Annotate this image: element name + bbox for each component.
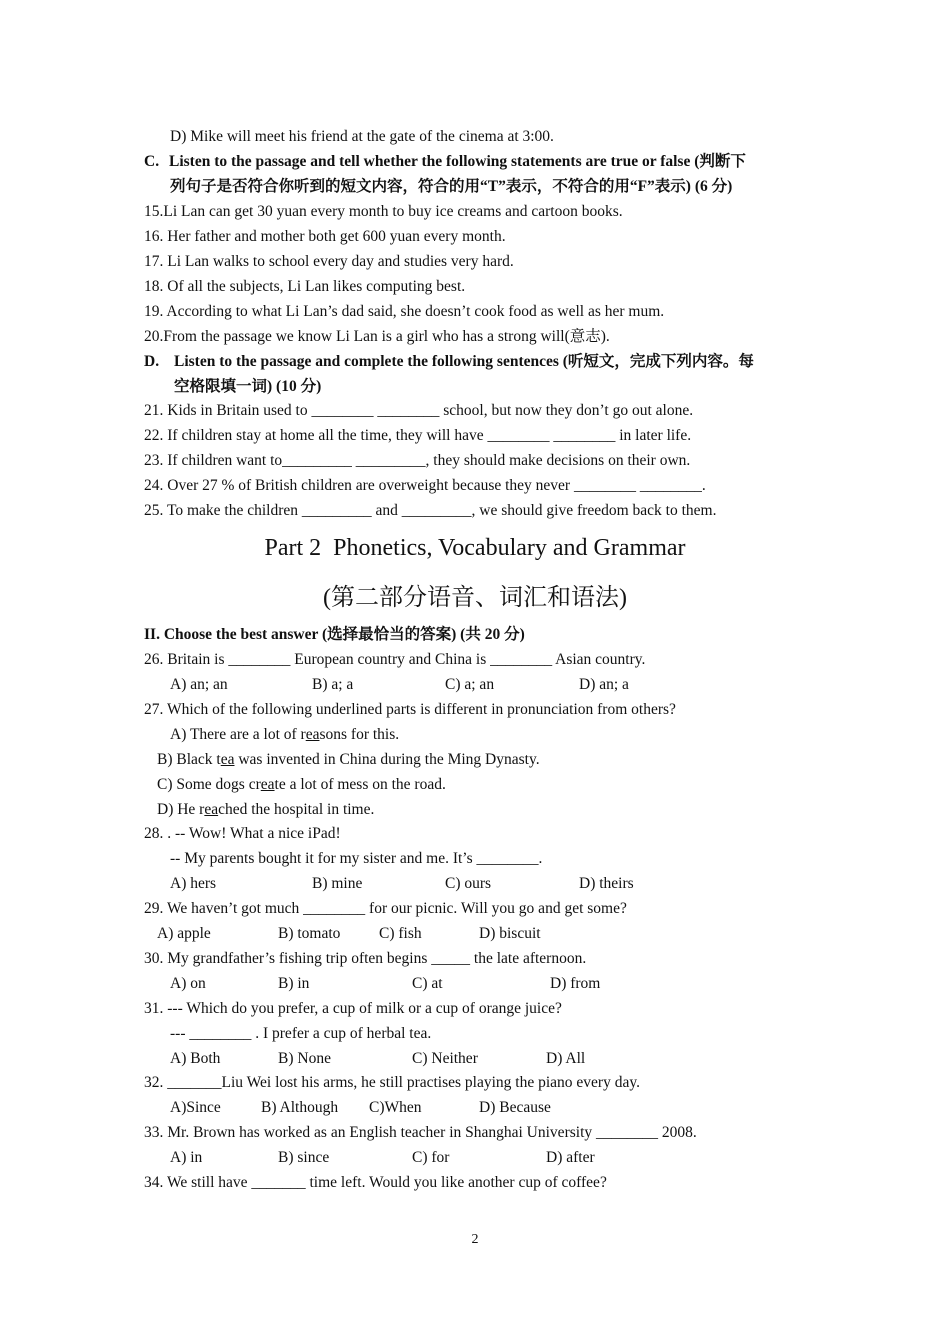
option-b: B) since <box>278 1149 330 1166</box>
option-d: D) Because <box>479 1099 551 1116</box>
option-a: A) Both <box>170 1050 221 1067</box>
section-c-heading-cont: 列句子是否符合你听到的短文内容，符合的用“T”表示，不符合的用“F”表示) (6 分) <box>170 178 733 195</box>
option-a: A)Since <box>170 1099 221 1116</box>
option-b: B) tomato <box>278 925 341 942</box>
underlined-part: ea <box>260 776 275 793</box>
section-d-heading <box>144 352 754 372</box>
question-26: 26. Britain is ________ European country and China is ________ Asian country. <box>144 651 646 668</box>
section-text: Listen to the passage and tell whether the following statements are true or false (判断下 <box>169 153 746 170</box>
question-17: 17. Li Lan walks to school every day and studies very hard. <box>144 253 514 270</box>
question-27-option-b <box>157 750 540 770</box>
section-label: C. <box>144 153 160 170</box>
option-a: A) on <box>170 975 206 992</box>
text: te a lot of mess on the road. <box>274 776 446 793</box>
question-15: 15.Li Lan can get 30 yuan every month to buy ice creams and cartoon books. <box>144 203 623 220</box>
text: was invented in China during the Ming Dynasty. <box>234 751 540 768</box>
question-27-option-a <box>170 725 399 745</box>
option-c: C) ours <box>445 875 492 892</box>
question-24: 24. Over 27 % of British children are overweight because they never ________ ________. <box>144 477 706 494</box>
option-c: C) a; an <box>445 676 495 693</box>
part2-title: Part 2 Phonetics, Vocabulary and Grammar <box>264 535 686 561</box>
question-27: 27. Which of the following underlined parts is different in pronunciation from others? <box>144 701 676 718</box>
text: B) Black t <box>157 751 221 768</box>
question-31-reply: --- ________ . I prefer a cup of herbal tea. <box>170 1025 432 1042</box>
option-a: A) in <box>170 1149 203 1166</box>
option-a: A) an; an <box>170 676 228 693</box>
section-d-heading-cont: 空格限填一词) (10 分) <box>174 378 322 395</box>
section-ii-heading: II. Choose the best answer (选择最恰当的答案) (共 20 分) <box>144 626 525 643</box>
question-20: 20.From the passage we know Li Lan is a girl who has a strong will(意志). <box>144 328 610 345</box>
option-c: C) at <box>412 975 443 992</box>
option-line: D) Mike will meet his friend at the gate of the cinema at 3:00. <box>170 128 554 145</box>
question-29: 29. We haven’t got much ________ for our picnic. Will you go and get some? <box>144 900 627 917</box>
question-31: 31. --- Which do you prefer, a cup of milk or a cup of orange juice? <box>144 1000 562 1017</box>
question-34: 34. We still have _______ time left. Would you like another cup of coffee? <box>144 1174 607 1191</box>
option-d: D) All <box>546 1050 586 1067</box>
underlined-part: ea <box>220 751 235 768</box>
question-23: 23. If children want to_________ _________, they should make decisions on their own. <box>144 452 691 469</box>
question-28-reply: -- My parents bought it for my sister and me. It’s ________. <box>170 850 543 867</box>
text: D) He r <box>157 801 205 818</box>
text: C) Some dogs cr <box>157 776 261 793</box>
option-a: A) hers <box>170 875 217 892</box>
part2-subtitle: (第二部分语音、词汇和语法) <box>323 585 627 611</box>
option-c: C) Neither <box>412 1050 478 1067</box>
question-33: 33. Mr. Brown has worked as an English teacher in Shanghai University ________ 2008. <box>144 1124 697 1141</box>
underlined-part: ea <box>305 726 320 743</box>
option-d: D) an; a <box>579 676 629 693</box>
text: sons for this. <box>319 726 400 743</box>
option-b: B) None <box>278 1050 331 1067</box>
option-d: D) from <box>550 975 601 992</box>
option-d: D) theirs <box>579 875 634 892</box>
section-label: D. <box>144 353 160 370</box>
section-text: Listen to the passage and complete the following sentences (听短文，完成下列内容。每 <box>174 353 754 370</box>
option-d: D) after <box>546 1149 595 1166</box>
option-b: B) a; a <box>312 676 354 693</box>
option-b: B) in <box>278 975 310 992</box>
question-25: 25. To make the children _________ and _________, we should give freedom back to them. <box>144 502 717 519</box>
question-21: 21. Kids in Britain used to ________ ________ school, but now they don’t go out alone. <box>144 402 694 419</box>
section-c-heading <box>144 152 746 172</box>
option-c: C) fish <box>379 925 422 942</box>
option-c: C)When <box>369 1099 422 1116</box>
underlined-part: ea <box>204 801 219 818</box>
option-a: A) apple <box>157 925 211 942</box>
text: ched the hospital in time. <box>218 801 375 818</box>
question-32: 32. _______Liu Wei lost his arms, he still practises playing the piano every day. <box>144 1074 640 1091</box>
option-b: B) Although <box>261 1099 339 1116</box>
question-22: 22. If children stay at home all the time, they will have ________ ________ in later life. <box>144 427 692 444</box>
question-27-option-d <box>157 800 374 820</box>
question-18: 18. Of all the subjects, Li Lan likes computing best. <box>144 278 466 295</box>
text: A) There are a lot of r <box>170 726 306 743</box>
question-27-option-c <box>157 775 446 795</box>
question-28: 28. . -- Wow! What a nice iPad! <box>144 825 341 842</box>
option-b: B) mine <box>312 875 363 892</box>
option-c: C) for <box>412 1149 450 1166</box>
question-30: 30. My grandfather’s fishing trip often begins _____ the late afternoon. <box>144 950 587 967</box>
question-16: 16. Her father and mother both get 600 yuan every month. <box>144 228 506 245</box>
page-number: 2 <box>471 1232 479 1247</box>
question-19: 19. According to what Li Lan’s dad said, she doesn’t cook food as well as her mum. <box>144 303 665 320</box>
option-d: D) biscuit <box>479 925 541 942</box>
